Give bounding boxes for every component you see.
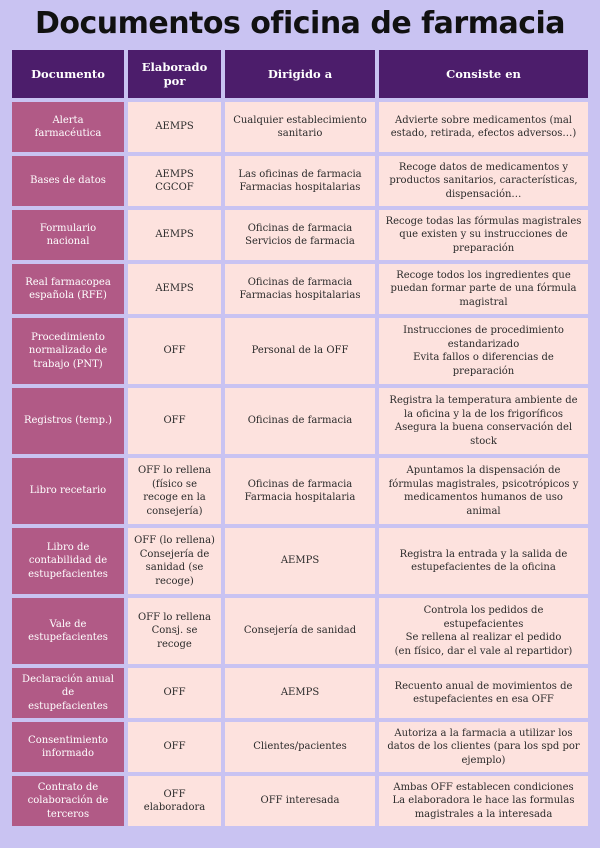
cell-documento: Libro de contabilidad de estupefacientes xyxy=(12,528,124,594)
header-dirigido-a: Dirigido a xyxy=(225,50,375,98)
page-title: Documentos oficina de farmacia xyxy=(34,6,566,41)
documents-table xyxy=(12,50,588,826)
cell-documento: Alerta farmacéutica xyxy=(12,102,124,152)
cell-elaborado-por: OFF lo rellena (físico se recoge en la consejería) xyxy=(128,458,221,524)
cell-elaborado-por: AEMPS xyxy=(128,210,221,260)
cell-documento: Real farmacopea española (RFE) xyxy=(12,264,124,314)
header-documento: Documento xyxy=(12,50,124,98)
cell-dirigido-a: AEMPS xyxy=(225,668,375,718)
cell-dirigido-a: Las oficinas de farmacia Farmacias hospitalarias xyxy=(225,156,375,206)
cell-dirigido-a: Clientes/pacientes xyxy=(225,722,375,772)
cell-elaborado-por: AEMPS CGCOF xyxy=(128,156,221,206)
cell-dirigido-a: Oficinas de farmacia Farmacia hospitalaria xyxy=(225,458,375,524)
cell-dirigido-a: Oficinas de farmacia xyxy=(225,388,375,454)
cell-consiste-en: Controla los pedidos de estupefacientes Se rellena al realizar el pedido (en físico, dar el vale al repartidor) xyxy=(379,598,588,664)
cell-consiste-en: Apuntamos la dispensación de fórmulas magistrales, psicotrópicos y medicamentos humanos de uso animal xyxy=(379,458,588,524)
cell-documento: Contrato de colaboración de terceros xyxy=(12,776,124,826)
cell-consiste-en: Ambas OFF establecen condiciones La elaboradora le hace las formulas magistrales a la interesada xyxy=(379,776,588,826)
cell-elaborado-por: OFF (lo rellena) Consejería de sanidad (se recoge) xyxy=(128,528,221,594)
cell-elaborado-por: OFF xyxy=(128,318,221,384)
cell-dirigido-a: Personal de la OFF xyxy=(225,318,375,384)
cell-consiste-en: Autoriza a la farmacia a utilizar los datos de los clientes (para los spd por ejemplo) xyxy=(379,722,588,772)
cell-consiste-en: Recuento anual de movimientos de estupefacientes en esa OFF xyxy=(379,668,588,718)
cell-elaborado-por: AEMPS xyxy=(128,264,221,314)
header-consiste-en: Consiste en xyxy=(379,50,588,98)
cell-dirigido-a: Cualquier establecimiento sanitario xyxy=(225,102,375,152)
cell-consiste-en: Recoge datos de medicamentos y productos sanitarios, características, dispensación… xyxy=(379,156,588,206)
cell-elaborado-por: OFF xyxy=(128,388,221,454)
cell-elaborado-por: OFF xyxy=(128,668,221,718)
cell-documento: Consentimiento informado xyxy=(12,722,124,772)
cell-consiste-en: Instrucciones de procedimiento estandarizado Evita fallos o diferencias de preparación xyxy=(379,318,588,384)
cell-elaborado-por: OFF lo rellena Consj. se recoge xyxy=(128,598,221,664)
cell-dirigido-a: AEMPS xyxy=(225,528,375,594)
cell-elaborado-por: OFF elaboradora xyxy=(128,776,221,826)
cell-dirigido-a: OFF interesada xyxy=(225,776,375,826)
cell-dirigido-a: Consejería de sanidad xyxy=(225,598,375,664)
cell-dirigido-a: Oficinas de farmacia Farmacias hospitalarias xyxy=(225,264,375,314)
cell-documento: Bases de datos xyxy=(12,156,124,206)
cell-documento: Procedimiento normalizado de trabajo (PNT) xyxy=(12,318,124,384)
cell-consiste-en: Recoge todos los ingredientes que puedan formar parte de una fórmula magistral xyxy=(379,264,588,314)
cell-consiste-en: Registra la temperatura ambiente de la oficina y la de los frigoríficos Asegura la buena conservación del stock xyxy=(379,388,588,454)
header-elaborado-por: Elaborado por xyxy=(128,50,221,98)
cell-dirigido-a: Oficinas de farmacia Servicios de farmacia xyxy=(225,210,375,260)
cell-documento: Registros (temp.) xyxy=(12,388,124,454)
cell-elaborado-por: OFF xyxy=(128,722,221,772)
cell-consiste-en: Advierte sobre medicamentos (mal estado, retirada, efectos adversos…) xyxy=(379,102,588,152)
cell-documento: Declaración anual de estupefacientes xyxy=(12,668,124,718)
cell-elaborado-por: AEMPS xyxy=(128,102,221,152)
cell-consiste-en: Registra la entrada y la salida de estupefacientes de la oficina xyxy=(379,528,588,594)
cell-documento: Formulario nacional xyxy=(12,210,124,260)
cell-documento: Vale de estupefacientes xyxy=(12,598,124,664)
cell-documento: Libro recetario xyxy=(12,458,124,524)
cell-consiste-en: Recoge todas las fórmulas magistrales que existen y su instrucciones de preparación xyxy=(379,210,588,260)
